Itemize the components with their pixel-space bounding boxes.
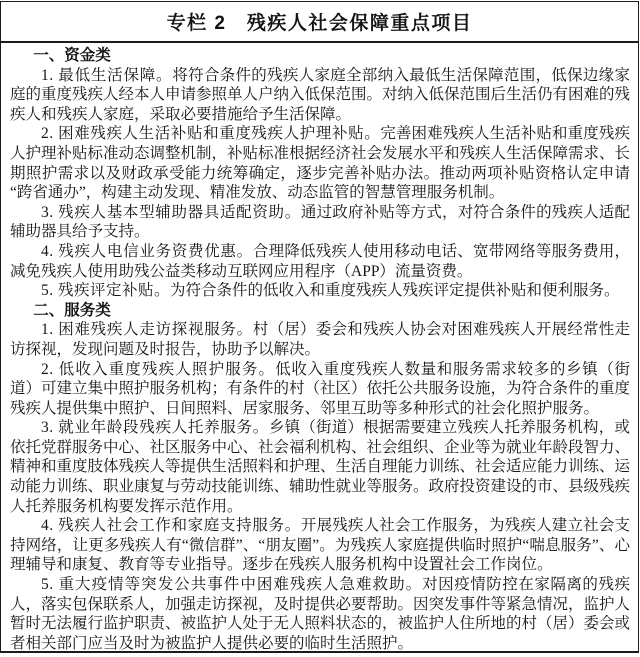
item-lead: 1. 最低生活保障。 <box>41 66 173 84</box>
item-body: 开展残疾人社会工作服务，为残疾人建立社会支持网络，让更多残疾人有“微信群”、“朋友圈”。为残疾人家庭提供临时照护“喘息服务”、心理辅导和康复、教育等专业指导。逐步在残疾人服务机构中设置社会工作岗位。 <box>10 517 630 574</box>
list-item <box>10 66 630 125</box>
item-body: 对因疫情防控在家隔离的残疾人，落实包保联系人，加强走访探视，及时提供必要帮助。因突发事件等紧急情况，监护人暂时无法履行监护职责、被监护人处于无人照料状态的，被监护人住所地的村（居）委会或者相关部门应当及时为被监护人提供必要的临时生活照护。 <box>10 576 631 652</box>
list-item <box>10 242 630 281</box>
item-body: 低收入重度残疾人数量和服务需求较多的乡镇（街道）可建立集中照护服务机构；有条件的村（社区）依托公共服务设施，为符合条件的重度残疾人提供集中照护、日间照料、居家服务、邻里互助等多种形式的社会化照护服务。 <box>10 360 631 417</box>
item-lead: 3. 就业年龄段残疾人托养服务。 <box>41 419 269 437</box>
list-item <box>10 203 630 242</box>
item-body: 村（居）委会和残疾人协会对困难残疾人开展经常性走访探视，发现问题及时报告，协助予以解决。 <box>10 321 630 358</box>
item-lead: 4. 残疾人电信业务资费优惠。 <box>41 242 253 260</box>
item-lead: 2. 困难残疾人生活补贴和重度残疾人护理补贴。 <box>41 125 381 143</box>
item-lead: 3. 残疾人基本型辅助器具适配资助。 <box>41 203 301 221</box>
item-lead: 5. 重大疫情等突发公共事件中困难残疾人急难救助。 <box>41 576 423 594</box>
section-heading-funding: 一、资金类 <box>33 47 111 64</box>
item-body: 为符合条件的低收入和重度残疾人残疾评定提供补贴和便利服务。 <box>170 282 620 300</box>
panel-body <box>1 43 638 653</box>
list-item <box>10 516 630 575</box>
item-lead: 5. 残疾评定补贴。 <box>41 282 171 300</box>
item-lead: 4. 残疾人社会工作和家庭支持服务。 <box>41 517 301 535</box>
list-item <box>10 320 630 359</box>
item-lead: 1. 困难残疾人走访探视服务。 <box>41 321 253 339</box>
list-item <box>10 281 630 301</box>
item-body: 通过政府补贴等方式，对符合条件的残疾人适配辅助器具给予支持。 <box>10 203 630 241</box>
item-body: 乡镇（街道）根据需要建立残疾人托养服务机构，或依托党群服务中心、社区服务中心、社会福利机构、社会组织、企业等为就业年龄段智力、精神和重度肢体残疾人等提供生活照料和护理、生活自理能力训练、社会适应能力训练、运动能力训练、职业康复与劳动技能训练、辅助性就业等服务。政府投资建设的市、县级残疾人托养服务机构要发挥示范作用。 <box>10 419 631 515</box>
list-item <box>10 360 630 419</box>
item-lead: 2. 低收入重度残疾人照护服务。 <box>41 360 276 378</box>
item-body: 合理降低残疾人使用移动电话、宽带网络等服务费用，减免残疾人使用助残公益类移动互联网应用程序（APP）流量资费。 <box>10 242 630 280</box>
item-body: 完善困难残疾人生活补贴和重度残疾人护理补贴标准动态调整机制，补贴标准根据经济社会发展水平和残疾人生活保障需求、长期照护需求以及财政承受能力统筹确定，逐步完善补贴办法。推动两项补贴资格认定申请“跨省通办”，构建主动发现、精准发放、动态监管的智慧管理服务机制。 <box>10 125 631 202</box>
list-item <box>10 124 630 202</box>
page-title: 专栏 2 残疾人社会保障重点项目 <box>166 13 473 34</box>
boxed-column-panel <box>0 1 639 653</box>
panel-title-bar <box>1 2 638 43</box>
list-item <box>10 575 630 653</box>
section-heading-services: 二、服务类 <box>33 301 111 319</box>
list-item <box>10 418 630 516</box>
item-body: 将符合条件的残疾人家庭全部纳入最低生活保障范围，低保边缘家庭的重度残疾人经本人申请参照单人户纳入低保范围。对纳入低保范围后生活仍有困难的残疾人和残疾人家庭，采取必要措施给予生活保障。 <box>10 66 631 123</box>
